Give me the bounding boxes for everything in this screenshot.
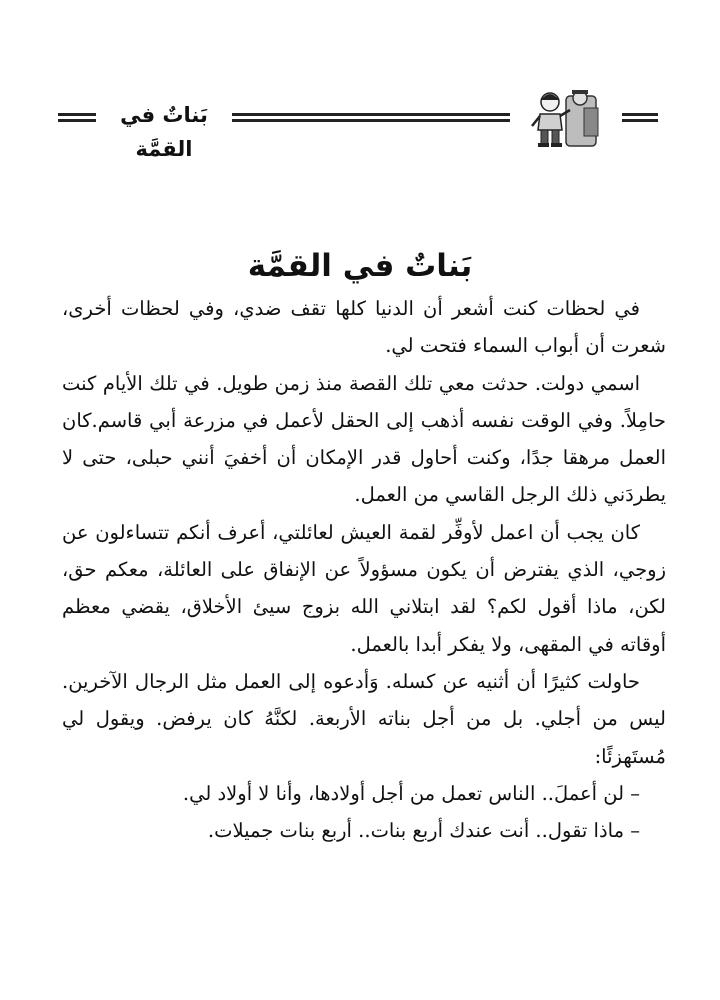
header-rule-middle xyxy=(232,113,510,122)
paragraph: اسمي دولت. حدثت معي تلك القصة منذ زمن طويل. في تلك الأيام كنت حامِلاً. وفي الوقت نفسه أذهب إلى الحقل لأعمل في مزرعة أبي قاسم.كان العمل مرهقا جدًا، وكنت أحاول قدر الإمكان أن أخفيَ أنني حبلى، حتى لا يطردَني ذلك الرجل القاسي من العمل. xyxy=(62,371,666,507)
dialogue-line: – لن أعملَ.. الناس تعمل من أجل أولادها، وأنا لا أولاد لي. xyxy=(182,781,640,805)
header-rule-left xyxy=(58,113,96,122)
page-header xyxy=(0,80,720,161)
boy-and-man-illustration-icon xyxy=(520,86,606,150)
paragraph: حاولت كثيرًا أن أثنيه عن كسله. وَأدعوه إلى العمل مثل الرجال الآخرين. ليس من أجلي. بل من أجل بناته الأربعة. لكنَّهُ كان يرفض. ويقول لي مُستَهزئًا: xyxy=(62,669,666,768)
dialogue-line: – ماذا تقول.. أنت عندك أربع بنات.. أربع بنات جميلات. xyxy=(207,819,640,843)
header-rule-right xyxy=(622,113,658,122)
paragraph: في لحظات كنت أشعر أن الدنيا كلها تقف ضدي، وفي لحظات أخرى، شعرت أن أبواب السماء فتحت لي. xyxy=(62,297,666,358)
paragraph: كان يجب أن اعمل لأوفِّر لقمة العيش لعائلتي، أعرف أنكم تتساءلون عن زوجي، الذي يفترض أن يكون مسؤولاً عن الإنفاق على العائلة، معكم حق، لكن، ماذا أقول لكم؟ لقد ابتلاني الله بزوج سيئ الأخلاق، يقضي معظم أوقاته في المقهى، ولا يفكر أبدا بالعمل. xyxy=(62,520,666,656)
body-text xyxy=(62,290,666,849)
chapter-title: بَناتٌ في القمَّة xyxy=(247,247,473,284)
running-title: بَناتٌ في القمَّة xyxy=(120,103,208,161)
